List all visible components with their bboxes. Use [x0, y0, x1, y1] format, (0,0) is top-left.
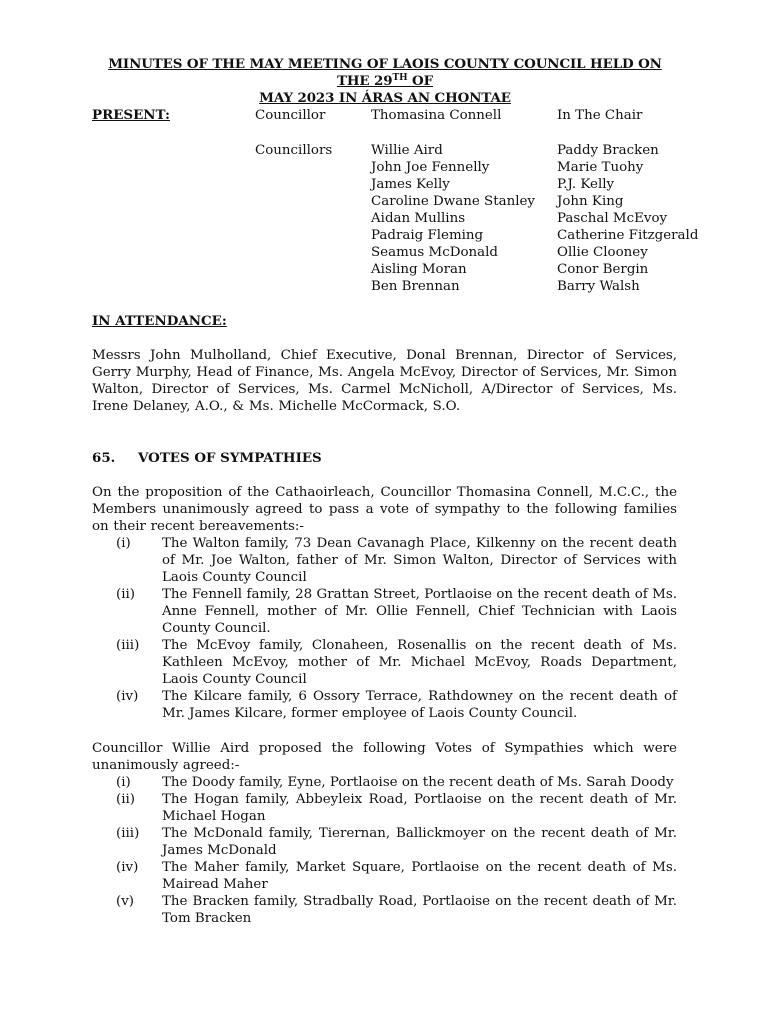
- section-title: VOTES OF SYMPATHIES: [138, 450, 322, 466]
- councillor-name: P.J. Kelly: [557, 177, 615, 192]
- list-item-number: (iii): [116, 638, 140, 653]
- list-item-number: (i): [116, 775, 131, 790]
- councillor-name: Paddy Bracken: [557, 143, 659, 158]
- list-item-text: The Bracken family, Stradbally Road, Portlaoise on the recent death of Mr. Tom Bracken: [162, 894, 677, 926]
- sympathy-list-2: [92, 774, 677, 927]
- sympathy-intro-2: Councillor Willie Aird proposed the following Votes of Sympathies which were unanimously agreed:-: [92, 741, 677, 773]
- list-item-number: (v): [116, 894, 135, 909]
- attendance-heading: IN ATTENDANCE:: [92, 313, 227, 329]
- councillor-name: John Joe Fennelly: [371, 160, 490, 175]
- councillor-name: Padraig Fleming: [371, 228, 484, 243]
- councillor-name: Ollie Clooney: [557, 245, 648, 260]
- section-number: 65.: [92, 450, 116, 466]
- chair-role: Councillor: [255, 108, 326, 123]
- list-item-text: The Fennell family, 28 Grattan Street, Portlaoise on the recent death of Ms. Anne Fennell, mother of Mr. Ollie Fennell, Chief Technician with Laois County Council.: [162, 587, 677, 636]
- list-item: [92, 535, 677, 586]
- list-item-number: (ii): [116, 792, 136, 807]
- councillor-name: Ben Brennan: [371, 279, 460, 294]
- councillor-name: Barry Walsh: [557, 279, 640, 294]
- councillor-name: Caroline Dwane Stanley: [371, 194, 535, 209]
- councillor-name: James Kelly: [371, 177, 450, 192]
- councillor-name: Aisling Moran: [371, 262, 467, 277]
- councillor-name: Aidan Mullins: [371, 211, 466, 226]
- councillors-column-1: [371, 142, 535, 295]
- list-item-number: (iii): [116, 826, 140, 841]
- list-item-text: The Hogan family, Abbeyleix Road, Portlaoise on the recent death of Mr. Michael Hogan: [162, 792, 677, 824]
- title-superscript: TH: [392, 73, 408, 83]
- councillors-column-2: [557, 142, 698, 295]
- list-item: [92, 859, 677, 893]
- chair-name: Thomasina Connell: [371, 108, 502, 123]
- list-item: [92, 688, 677, 722]
- councillor-name: Paschal McEvoy: [557, 211, 668, 226]
- councillor-name: Catherine Fitzgerald: [557, 228, 699, 243]
- members-role: Councillors: [255, 143, 333, 158]
- list-item-text: The McEvoy family, Clonaheen, Rosenallis on the recent death of Ms. Kathleen McEvoy, mother of Mr. Michael McEvoy, Roads Department, Laois County Council: [162, 638, 677, 687]
- present-heading: PRESENT:: [92, 107, 170, 123]
- list-item: [92, 893, 677, 927]
- councillor-name: Conor Bergin: [557, 262, 649, 277]
- chair-note: In The Chair: [557, 108, 643, 123]
- list-item-text: The McDonald family, Tierernan, Ballickmoyer on the recent death of Mr. James McDonald: [162, 826, 677, 858]
- list-item: [92, 637, 677, 688]
- list-item-text: The Doody family, Eyne, Portlaoise on the recent death of Ms. Sarah Doody: [162, 775, 674, 790]
- list-item-number: (i): [116, 536, 131, 551]
- page-title: [92, 56, 678, 107]
- sympathy-list-1: [92, 535, 677, 722]
- councillor-name: Willie Aird: [371, 143, 443, 158]
- list-item-number: (iv): [116, 689, 139, 704]
- list-item: [92, 774, 677, 791]
- councillor-name: Seamus McDonald: [371, 245, 499, 260]
- list-item-text: The Kilcare family, 6 Ossory Terrace, Rathdowney on the recent death of Mr. James Kilcare, former employee of Laois County Council.: [162, 689, 677, 721]
- attendance-text: Messrs John Mulholland, Chief Executive, Donal Brennan, Director of Services, Gerry Murphy, Head of Finance, Ms. Angela McEvoy, Director of Services, Mr. Simon Walton, Director of Services, Ms. Carmel McNicholl, A/Director of Services, Ms. Irene Delaney, A.O., & Ms. Michelle McCormack, S.O.: [92, 348, 677, 414]
- councillor-name: Marie Tuohy: [557, 160, 644, 175]
- title-line2: MAY 2023 IN ÁRAS AN CHONTAE: [259, 90, 511, 106]
- list-item-text: The Walton family, 73 Dean Cavanagh Place, Kilkenny on the recent death of Mr. Joe Walton, father of Mr. Simon Walton, Director of Services with Laois County Council: [162, 536, 677, 585]
- list-item-text: The Maher family, Market Square, Portlaoise on the recent death of Ms. Mairead Maher: [162, 860, 677, 892]
- list-item: [92, 791, 677, 825]
- list-item-number: (iv): [116, 860, 139, 875]
- title-line1: MINUTES OF THE MAY MEETING OF LAOIS COUNTY COUNCIL HELD ON THE 29TH OF: [108, 56, 662, 89]
- sympathy-intro: On the proposition of the Cathaoirleach, Councillor Thomasina Connell, M.C.C., the Members unanimously agreed to pass a vote of sympathy to the following families on their recent bereavements:-: [92, 485, 677, 534]
- list-item: [92, 586, 677, 637]
- councillor-name: John King: [557, 194, 624, 209]
- list-item: [92, 825, 677, 859]
- list-item-number: (ii): [116, 587, 136, 602]
